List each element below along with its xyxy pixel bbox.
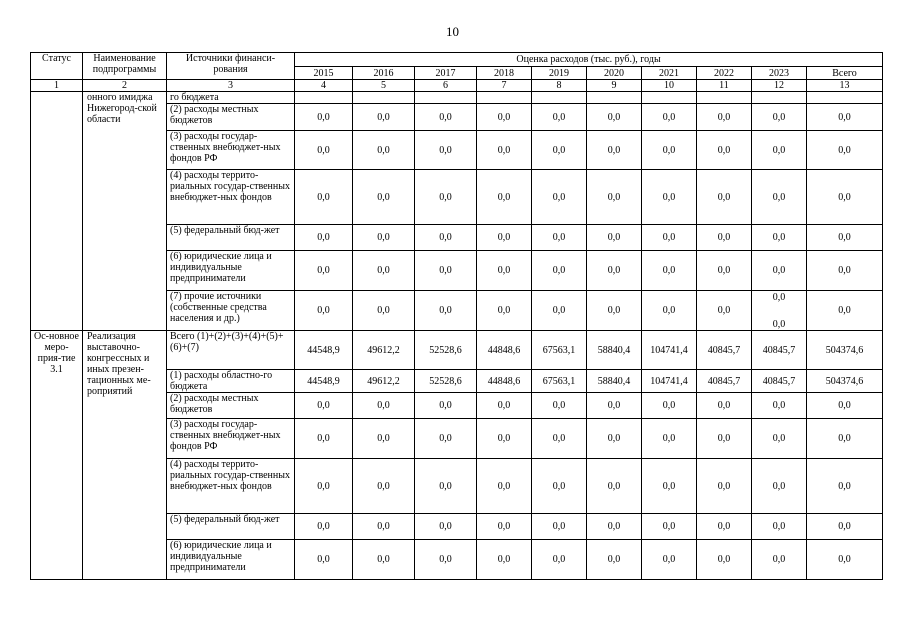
- column-number: 2: [83, 80, 167, 92]
- value-cell: 58840,4: [587, 370, 642, 393]
- funding-source: (3) расходы государ-ственных внебюджет-ных фондов РФ: [167, 131, 295, 170]
- year-header: 2023: [752, 67, 807, 80]
- value-cell: 0,0: [642, 540, 697, 580]
- value-cell: 0,0: [353, 393, 415, 419]
- subprogram-name: Реализация выставочно-конгрессных и иных презен-тационных ме-роприятий: [83, 331, 167, 580]
- funding-source: го бюджета: [167, 92, 295, 104]
- value-cell: 0,0: [587, 459, 642, 514]
- value-cell: 0,0: [477, 170, 532, 225]
- page-number: 10: [446, 24, 459, 39]
- year-header: 2018: [477, 67, 532, 80]
- value-cell: 0,0: [415, 419, 477, 459]
- value-cell: 0,0: [697, 291, 752, 331]
- value-cell: 0,0: [353, 251, 415, 291]
- value-cell: 504374,6: [807, 331, 883, 370]
- value-cell: [752, 291, 807, 331]
- value-cell: 0,0: [752, 419, 807, 459]
- value-cell: 0,0: [532, 251, 587, 291]
- value-cell: 0,0: [697, 419, 752, 459]
- funding-source: (3) расходы государ-ственных внебюджет-ных фондов РФ: [167, 419, 295, 459]
- value-cell: 44548,9: [295, 370, 353, 393]
- value-cell: [353, 92, 415, 104]
- value-cell: 0,0: [532, 225, 587, 251]
- value-cell: 40845,7: [697, 331, 752, 370]
- value-cell: 0,0: [295, 170, 353, 225]
- value-cell: 0,0: [697, 459, 752, 514]
- year-header: Всего: [807, 67, 883, 80]
- value-cell: 0,0: [532, 540, 587, 580]
- value-cell: 0,0: [353, 131, 415, 170]
- funding-source: (6) юридические лица и индивидуальные предприниматели: [167, 251, 295, 291]
- value-cell: 0,0: [295, 540, 353, 580]
- value-cell: 0,0: [807, 540, 883, 580]
- value-cell: 0,0: [697, 131, 752, 170]
- value-cell: 504374,6: [807, 370, 883, 393]
- value-cell: [587, 92, 642, 104]
- funding-source: (6) юридические лица и индивидуальные предприниматели: [167, 540, 295, 580]
- value-cell: [642, 92, 697, 104]
- value-cell: 0,0: [532, 393, 587, 419]
- value-cell: 40845,7: [697, 370, 752, 393]
- header-row: [31, 53, 883, 67]
- column-number: 13: [807, 80, 883, 92]
- value-cell: 0,0: [587, 514, 642, 540]
- value-cell: 0,0: [752, 225, 807, 251]
- value-cell: 0,0: [415, 393, 477, 419]
- value-cell: 0,0: [642, 514, 697, 540]
- value-cell: 0,0: [295, 104, 353, 131]
- column-number: 8: [532, 80, 587, 92]
- value-cell: 0,0: [532, 514, 587, 540]
- value-cell: 0,0: [642, 170, 697, 225]
- value-cell: 0,0: [587, 419, 642, 459]
- value-cell: 0,0: [415, 514, 477, 540]
- column-number: 6: [415, 80, 477, 92]
- value-cell: [697, 92, 752, 104]
- value-cell: 0,0: [807, 291, 883, 331]
- value-cell: 104741,4: [642, 331, 697, 370]
- funding-source: (2) расходы местных бюджетов: [167, 104, 295, 131]
- value-cell: 0,0: [295, 131, 353, 170]
- funding-source: (7) прочие источники (собственные средства населения и др.): [167, 291, 295, 331]
- value-cell: 0,0: [587, 170, 642, 225]
- column-number: 9: [587, 80, 642, 92]
- header-status: Статус: [31, 53, 83, 80]
- value-cell: 0,0: [587, 251, 642, 291]
- value-cell: 0,0: [415, 459, 477, 514]
- status-cell: Ос-новное меро-прия-тие 3.1: [31, 331, 83, 580]
- value-cell: 0,0: [697, 170, 752, 225]
- column-numbers-row: [31, 80, 883, 92]
- value-cell: 0,0: [415, 170, 477, 225]
- value-cell: 0,0: [697, 225, 752, 251]
- column-number: 12: [752, 80, 807, 92]
- value-cell: 0,0: [353, 540, 415, 580]
- value-cell: 0,0: [807, 104, 883, 131]
- value-cell: 40845,7: [752, 370, 807, 393]
- value-cell: 0,0: [477, 251, 532, 291]
- status-cell: [31, 92, 83, 331]
- column-number: 1: [31, 80, 83, 92]
- value-cell: 0,0: [477, 104, 532, 131]
- value-extra: 0,0: [772, 291, 786, 303]
- value-cell: 0,0: [353, 170, 415, 225]
- value-cell: 0,0: [587, 393, 642, 419]
- value-cell: 0,0: [752, 170, 807, 225]
- value-cell: 0,0: [807, 514, 883, 540]
- value-cell: 0,0: [807, 459, 883, 514]
- value-cell: [752, 92, 807, 104]
- value-cell: 0,0: [353, 291, 415, 331]
- value-cell: 0,0: [532, 419, 587, 459]
- value-cell: 0,0: [532, 459, 587, 514]
- header-estimate: Оценка расходов (тыс. руб.), годы: [295, 53, 883, 67]
- value-cell: 0,0: [532, 131, 587, 170]
- table-row: [31, 92, 883, 104]
- value-cell: 0,0: [642, 225, 697, 251]
- value-cell: 0,0: [587, 291, 642, 331]
- column-number: 3: [167, 80, 295, 92]
- value-cell: 0,0: [415, 225, 477, 251]
- value-cell: 0,0: [807, 225, 883, 251]
- value-cell: 0,0: [477, 419, 532, 459]
- value-cell: 0,0: [295, 291, 353, 331]
- value-cell: 0,0: [642, 419, 697, 459]
- year-header: 2016: [353, 67, 415, 80]
- value-cell: 44548,9: [295, 331, 353, 370]
- value-cell: 0,0: [642, 393, 697, 419]
- value-cell: 0,0: [587, 540, 642, 580]
- funding-source: (5) федеральный бюд-жет: [167, 514, 295, 540]
- value-cell: [477, 92, 532, 104]
- value-cell: 0,0: [295, 225, 353, 251]
- value-cell: 0,0: [697, 393, 752, 419]
- value-cell: 0,0: [752, 459, 807, 514]
- value-cell: 0,0: [752, 251, 807, 291]
- year-header: 2022: [697, 67, 752, 80]
- value-cell: 0,0: [477, 291, 532, 331]
- funding-source: Всего (1)+(2)+(3)+(4)+(5)+(6)+(7): [167, 331, 295, 370]
- value-cell: 0,0: [353, 225, 415, 251]
- subprogram-name: онного имиджа Нижегород-ской области: [83, 92, 167, 331]
- column-number: 7: [477, 80, 532, 92]
- value-cell: 0,0: [587, 104, 642, 131]
- value-cell: 49612,2: [353, 331, 415, 370]
- value-cell: 52528,6: [415, 331, 477, 370]
- value-cell: 0,0: [477, 393, 532, 419]
- value-cell: 0,0: [642, 251, 697, 291]
- year-header: 2021: [642, 67, 697, 80]
- value-cell: 44848,6: [477, 370, 532, 393]
- value-cell: 0,0: [477, 459, 532, 514]
- value-cell: [807, 92, 883, 104]
- header-sources: Источники финанси-рования: [167, 53, 295, 80]
- value-cell: 0,0: [477, 225, 532, 251]
- value-cell: 40845,7: [752, 331, 807, 370]
- expenses-table: [30, 52, 883, 580]
- value-cell: [415, 92, 477, 104]
- value-cell: 0,0: [752, 131, 807, 170]
- value-cell: 52528,6: [415, 370, 477, 393]
- value-cell: 0,0: [807, 393, 883, 419]
- value-cell: 0,0: [532, 104, 587, 131]
- value-cell: [295, 92, 353, 104]
- value-cell: 0,0: [415, 131, 477, 170]
- value-cell: 0,0: [697, 514, 752, 540]
- value-cell: 0,0: [295, 393, 353, 419]
- value-cell: 0,0: [353, 514, 415, 540]
- table-row: [31, 331, 883, 370]
- value-cell: 0,0: [587, 225, 642, 251]
- value-cell: 0,0: [295, 419, 353, 459]
- value-cell: 0,0: [807, 419, 883, 459]
- value-cell: 0,0: [295, 514, 353, 540]
- year-header: 2015: [295, 67, 353, 80]
- value-cell: 0,0: [642, 459, 697, 514]
- value-cell: 0,0: [587, 131, 642, 170]
- funding-source: (1) расходы областно-го бюджета: [167, 370, 295, 393]
- value-cell: 0,0: [353, 459, 415, 514]
- value-cell: 44848,6: [477, 331, 532, 370]
- value-cell: 0,0: [752, 540, 807, 580]
- year-header: 2019: [532, 67, 587, 80]
- value-cell: 0,0: [642, 104, 697, 131]
- value-cell: 0,0: [353, 419, 415, 459]
- value-cell: 0,0: [477, 514, 532, 540]
- value-cell: 0,0: [642, 131, 697, 170]
- column-number: 5: [353, 80, 415, 92]
- value-cell: 0,0: [697, 540, 752, 580]
- funding-source: (4) расходы террито-риальных государ-ственных внебюджет-ных фондов: [167, 170, 295, 225]
- value-cell: 0,0: [295, 251, 353, 291]
- value-cell: 0,0: [532, 291, 587, 331]
- value-cell: 67563,1: [532, 331, 587, 370]
- value-cell: 0,0: [353, 104, 415, 131]
- funding-source: (2) расходы местных бюджетов: [167, 393, 295, 419]
- value-cell: 0,0: [752, 104, 807, 131]
- year-header: 2020: [587, 67, 642, 80]
- value-cell: 0,0: [532, 170, 587, 225]
- value-cell: 0,0: [415, 251, 477, 291]
- value-cell: 0,0: [477, 131, 532, 170]
- value-cell: 0,0: [697, 104, 752, 131]
- column-number: 4: [295, 80, 353, 92]
- value-cell: 0,0: [415, 104, 477, 131]
- value-cell: 0,0: [415, 540, 477, 580]
- value-cell: 49612,2: [353, 370, 415, 393]
- value-cell: [532, 92, 587, 104]
- funding-source: (4) расходы террито-риальных государ-ственных внебюджет-ных фондов: [167, 459, 295, 514]
- year-header: 2017: [415, 67, 477, 80]
- value-cell: 58840,4: [587, 331, 642, 370]
- column-number: 11: [697, 80, 752, 92]
- funding-source: (5) федеральный бюд-жет: [167, 225, 295, 251]
- value-cell: 0,0: [807, 251, 883, 291]
- value-cell: 0,0: [415, 291, 477, 331]
- value-cell: 67563,1: [532, 370, 587, 393]
- value: 0,0: [772, 318, 786, 330]
- value-cell: 104741,4: [642, 370, 697, 393]
- value-cell: 0,0: [642, 291, 697, 331]
- value-cell: 0,0: [752, 393, 807, 419]
- value-cell: 0,0: [697, 251, 752, 291]
- value-cell: 0,0: [752, 514, 807, 540]
- value-cell: 0,0: [295, 459, 353, 514]
- value-cell: 0,0: [807, 131, 883, 170]
- value-cell: 0,0: [477, 540, 532, 580]
- header-name: Наименование подпрограммы: [83, 53, 167, 80]
- column-number: 10: [642, 80, 697, 92]
- value-cell: 0,0: [807, 170, 883, 225]
